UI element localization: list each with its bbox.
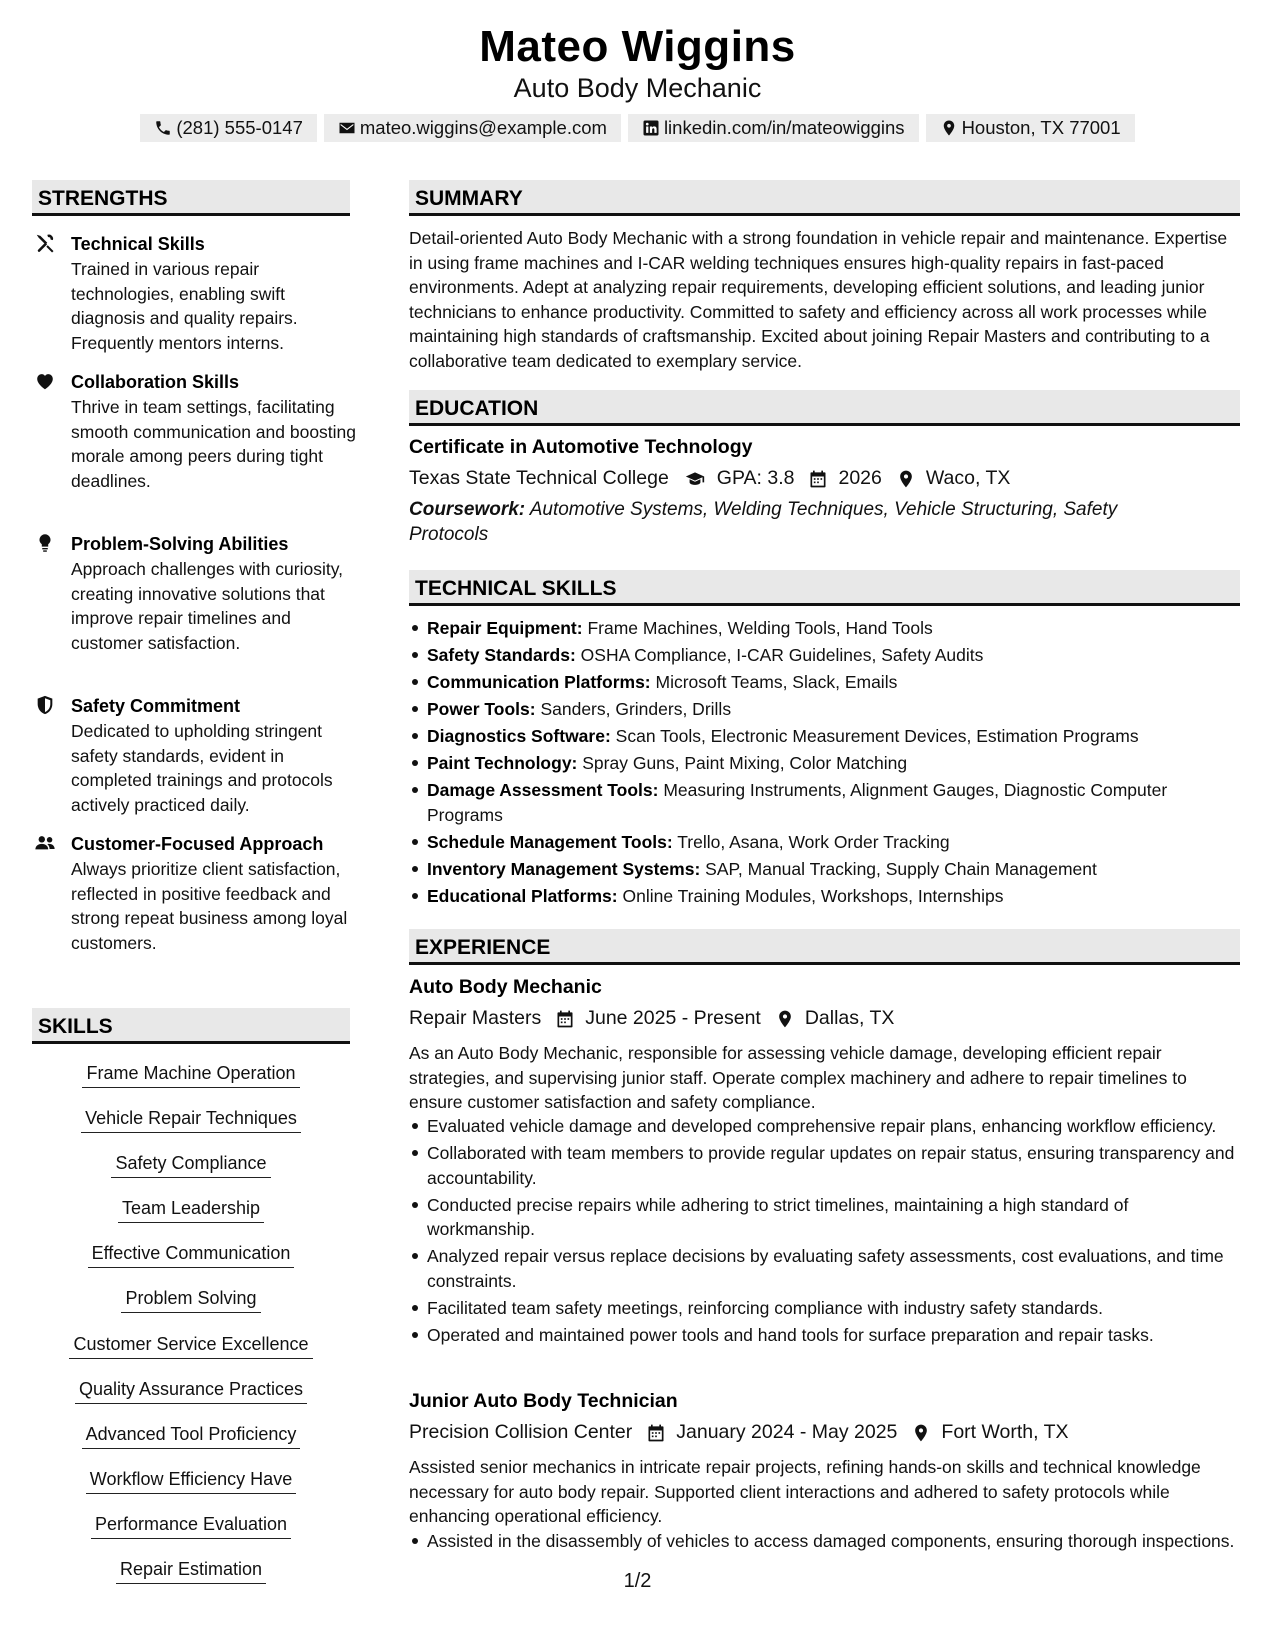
contact-location [926, 114, 1135, 142]
skill-tag-text: Effective Communication [88, 1243, 295, 1268]
strength-title: Collaboration Skills [71, 372, 240, 392]
skill-tag-text: Customer Service Excellence [69, 1334, 312, 1359]
experience-heading: EXPERIENCE [409, 929, 1240, 965]
skill-tag [32, 1108, 350, 1133]
tech-skill-value: OSHA Compliance, I-CAR Guidelines, Safety Audits [580, 645, 984, 665]
education-heading: EDUCATION [409, 390, 1240, 426]
list-item: Conducted precise repairs while adhering to strict timelines, maintaining a high standard of workmanship. [427, 1193, 1239, 1242]
job-bullets [409, 1529, 1239, 1556]
job-title: Junior Auto Body Technician [409, 1390, 678, 1412]
envelope-icon [338, 119, 356, 137]
strength-desc: Dedicated to upholding stringent safety standards, evident in completed trainings and protocols actively practiced daily. [71, 721, 333, 815]
skill-tag [32, 1469, 350, 1494]
tech-skill-label: Educational Platforms: [427, 885, 618, 906]
map-pin-icon [940, 119, 958, 137]
tech-skill-label: Power Tools: [427, 699, 536, 719]
list-item [427, 724, 1239, 749]
list-item [427, 778, 1239, 827]
list-item: Operated and maintained power tools and hand tools for surface preparation and repair tasks. [427, 1323, 1239, 1348]
contact-phone-text: (281) 555-0147 [176, 117, 303, 138]
skill-tag [32, 1424, 350, 1449]
list-item [427, 884, 1239, 909]
list-item [427, 670, 1239, 695]
gpa: GPA: 3.8 [716, 467, 795, 489]
job-title: Auto Body Mechanic [409, 976, 602, 998]
page-number: 1/2 [623, 1570, 652, 1592]
strength-title: Technical Skills [71, 234, 205, 254]
graduation-year: 2026 [838, 467, 882, 489]
skill-tag-text: Advanced Tool Proficiency [82, 1424, 301, 1449]
strength-desc: Always prioritize client satisfaction, reflected in positive feedback and strong repeat business among loyal customers. [71, 859, 348, 953]
degree-title: Certificate in Automotive Technology [409, 436, 753, 458]
tech-skill-value: Sanders, Grinders, Drills [540, 699, 732, 719]
tech-skill-value: Online Training Modules, Workshops, Internships [622, 885, 1004, 906]
job-summary: Assisted senior mechanics in intricate repair projects, refining hands-on skills and technical knowledge necessary for auto body repair. Supported client interactions and adhered to safety protocols while enhancing operational efficiency. [409, 1457, 1201, 1526]
strength-title: Problem-Solving Abilities [71, 534, 289, 554]
tech-skill-label: Safety Standards: [427, 645, 576, 665]
skill-tag-text: Frame Machine Operation [82, 1063, 299, 1088]
lightbulb-icon [34, 532, 56, 554]
list-item [427, 857, 1239, 882]
skill-tag [32, 1153, 350, 1178]
skill-tag [32, 1334, 350, 1359]
candidate-name: Mateo Wiggins [479, 22, 796, 71]
tech-skill-value: Trello, Asana, Work Order Tracking [677, 831, 950, 852]
list-item: Assisted in the disassembly of vehicles to access damaged components, ensuring thorough inspections. [427, 1529, 1239, 1554]
job-meta [409, 1421, 1069, 1444]
school-name: Texas State Technical College [409, 467, 669, 489]
map-pin-icon [896, 469, 916, 489]
skill-tag-text: Workflow Efficiency Have [86, 1469, 296, 1494]
summary-heading: SUMMARY [409, 180, 1240, 216]
map-pin-icon [911, 1423, 931, 1443]
tech-skill-label: Communication Platforms: [427, 672, 651, 692]
summary-text: Detail-oriented Auto Body Mechanic with a strong foundation in vehicle repair and maintenance. Expertise in using frame machines and I-CAR welding techniques ensures high-quality repairs in fast-paced environments. Adept at analyzing repair requirements, developing efficient solutions, and leading junior technicians to enhance productivity. Committed to safety and efficiency across all work processes while maintaining high standards of craftsmanship. Excited about joining Repair Masters and contributing to a collaborative team dedicated to exemplary service. [409, 228, 1228, 371]
skill-tag [32, 1288, 350, 1313]
skill-tag-text: Problem Solving [121, 1288, 260, 1313]
education-meta [409, 467, 1010, 490]
job-bullets [409, 1114, 1239, 1350]
coursework-text: Automotive Systems, Welding Techniques, Vehicle Structuring, Safety Protocols [409, 499, 1118, 545]
contact-email[interactable] [324, 114, 621, 142]
skill-tag [32, 1514, 350, 1539]
tech-skill-value: Microsoft Teams, Slack, Emails [655, 672, 898, 692]
tech-skill-value: Spray Guns, Paint Mixing, Color Matching [582, 753, 908, 773]
skill-tag-text: Vehicle Repair Techniques [81, 1108, 301, 1133]
tech-skill-label: Schedule Management Tools: [427, 831, 673, 852]
skill-tag-text: Quality Assurance Practices [75, 1379, 307, 1404]
skill-tag [32, 1379, 350, 1404]
list-item [427, 697, 1239, 722]
school-location: Waco, TX [925, 467, 1011, 489]
tech-skill-value: Measuring Instruments, Alignment Gauges, Diagnostic Computer Programs [427, 780, 1168, 825]
job-location: Dallas, TX [804, 1007, 895, 1029]
list-item [427, 751, 1239, 776]
job-dates: January 2024 - May 2025 [676, 1421, 898, 1443]
skills-heading: SKILLS [32, 1008, 350, 1044]
company-name: Repair Masters [409, 1007, 542, 1029]
heart-icon [34, 370, 56, 392]
linkedin-icon [642, 119, 660, 137]
contact-location-text: Houston, TX 77001 [961, 117, 1121, 138]
technical-skills-heading: TECHNICAL SKILLS [409, 570, 1240, 606]
strength-desc: Thrive in team settings, facilitating smooth communication and boosting morale among peers during tight deadlines. [71, 397, 357, 491]
map-pin-icon [775, 1009, 795, 1029]
list-item: Evaluated vehicle damage and developed comprehensive repair plans, enhancing workflow efficiency. [427, 1114, 1239, 1139]
coursework [409, 498, 1169, 547]
strength-desc: Approach challenges with curiosity, creating innovative solutions that improve repair timelines and customer satisfaction. [71, 559, 344, 653]
contact-bar [0, 114, 1275, 142]
calendar-icon [555, 1009, 575, 1029]
list-item: Analyzed repair versus replace decisions by evaluating safety assessments, cost evaluations, and time constraints. [427, 1244, 1239, 1293]
contact-email-text: mateo.wiggins@example.com [359, 117, 607, 138]
list-item [427, 616, 1239, 641]
job-summary: As an Auto Body Mechanic, responsible for assessing vehicle damage, developing efficient repair strategies, and supervising junior staff. Operate complex machinery and adhere to repair timelines to ensure customer satisfaction and safety compliance. [409, 1043, 1187, 1112]
skill-tag-text: Repair Estimation [116, 1559, 266, 1584]
contact-linkedin-text: linkedin.com/in/mateowiggins [663, 117, 905, 138]
job-dates: June 2025 - Present [585, 1007, 761, 1029]
list-item [427, 830, 1239, 855]
skill-tag-text: Performance Evaluation [91, 1514, 291, 1539]
strength-title: Safety Commitment [71, 696, 241, 716]
strengths-heading: STRENGTHS [32, 180, 350, 216]
skill-tag [32, 1198, 350, 1223]
calendar-icon [646, 1423, 666, 1443]
tech-skill-label: Paint Technology: [427, 753, 578, 773]
list-item: Collaborated with team members to provide regular updates on repair status, ensuring transparency and accountability. [427, 1141, 1239, 1190]
list-item [427, 643, 1239, 668]
job-location: Fort Worth, TX [941, 1421, 1069, 1443]
technical-skills-list [409, 616, 1239, 911]
candidate-title: Auto Body Mechanic [513, 73, 762, 103]
skill-tag-text: Team Leadership [118, 1198, 264, 1223]
tech-skill-label: Repair Equipment: [427, 618, 583, 638]
list-item: Facilitated team safety meetings, reinforcing compliance with industry safety standards. [427, 1296, 1239, 1321]
tools-icon [34, 232, 56, 254]
tech-skill-value: SAP, Manual Tracking, Supply Chain Management [705, 858, 1097, 879]
graduation-cap-icon [683, 469, 707, 489]
tech-skill-label: Diagnostics Software: [427, 726, 611, 746]
strength-title: Customer-Focused Approach [71, 834, 324, 854]
skill-tag [32, 1063, 350, 1088]
skill-tag-text: Safety Compliance [111, 1153, 270, 1178]
shield-icon [34, 694, 56, 716]
phone-icon [154, 119, 172, 137]
tech-skill-label: Damage Assessment Tools: [427, 780, 659, 800]
calendar-icon [808, 469, 828, 489]
users-icon [34, 832, 56, 854]
job-meta [409, 1007, 894, 1030]
contact-linkedin[interactable] [628, 114, 919, 142]
strength-desc: Trained in various repair technologies, enabling swift diagnosis and quality repairs. Frequently mentors interns. [71, 259, 298, 353]
coursework-label: Coursework: [409, 499, 526, 520]
tech-skill-label: Inventory Management Systems: [427, 858, 701, 879]
skill-tag [32, 1243, 350, 1268]
contact-phone[interactable] [140, 114, 317, 142]
tech-skill-value: Frame Machines, Welding Tools, Hand Tools [587, 618, 933, 638]
company-name: Precision Collision Center [409, 1421, 633, 1443]
tech-skill-value: Scan Tools, Electronic Measurement Devices, Estimation Programs [615, 726, 1139, 746]
